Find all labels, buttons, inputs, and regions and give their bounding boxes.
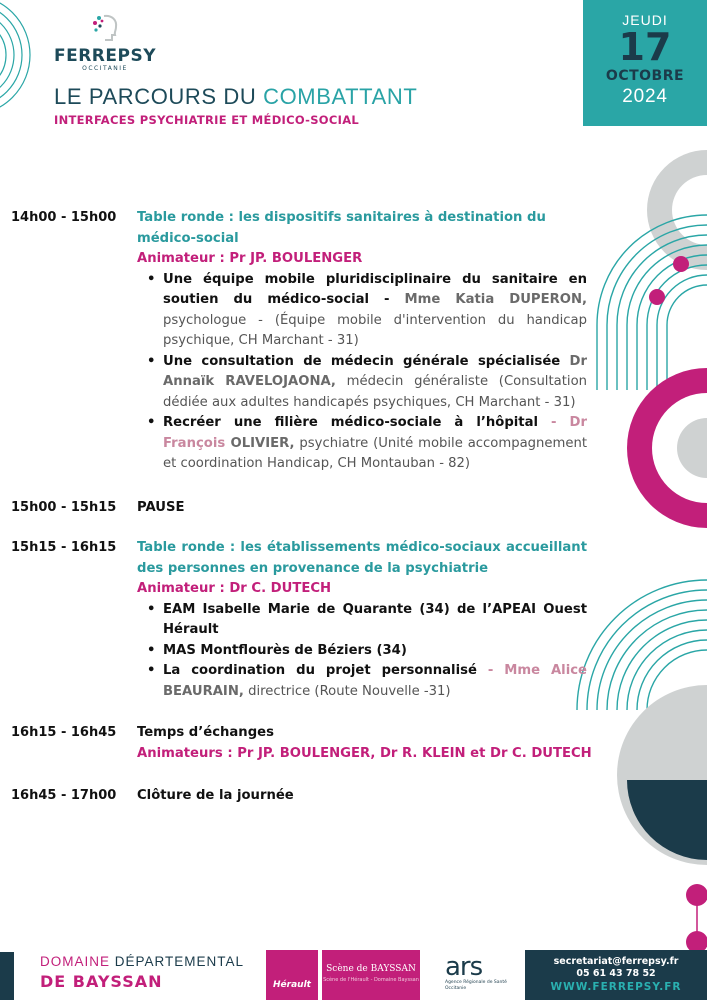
item-title: Une consultation de médecin générale spécialisée (163, 353, 570, 369)
date-year: 2024 (622, 86, 668, 107)
item-detail: directrice (Route Nouvelle -31) (243, 683, 451, 699)
date-day: JEUDI (622, 12, 668, 28)
date-month: OCTOBRE (605, 68, 685, 84)
logo-name: FERREPSY (53, 46, 157, 66)
item-title: MAS Montflourès de Béziers (34) (163, 642, 407, 658)
title-part1: LE PARCOURS DU (54, 84, 264, 109)
slot-title: Temps d’échanges (137, 725, 274, 740)
slot-title: Clôture de la journée (137, 788, 294, 803)
domaine-line1 (40, 954, 244, 969)
contact-box (525, 950, 707, 1000)
item-speaker: OLIVIER, (225, 435, 295, 451)
slot-content (137, 538, 587, 702)
item-speaker: BEAURAIN, (163, 683, 244, 699)
list-item (147, 413, 587, 475)
date-number: 17 (618, 25, 672, 69)
slot-animator: Animateur : Dr C. DUTECH (137, 581, 332, 596)
item-detail: psychiatre (Unité mobile accompagnement et coordination Handicap, CH Montauban - 82) (163, 435, 587, 471)
page-title (54, 84, 417, 110)
item-title: Une équipe mobile pluridisciplinaire du sanitaire en soutien du médico-social - (163, 271, 587, 307)
item-speaker: Mme Katia DUPERON, (389, 292, 587, 307)
list-item (147, 352, 587, 414)
slot-animator: Animateurs : Pr JP. BOULENGER, Dr R. KLEIN et Dr C. DUTECH (137, 745, 592, 761)
ars-logo-sub: Agence Régionale de Santé Occitanie (445, 980, 507, 991)
brain-logo-icon (90, 12, 120, 44)
item-speaker: Dr Annaïk RAVELOJAONA, (163, 353, 587, 389)
slot-content (137, 498, 587, 519)
item-speaker-prefix: - Dr François (163, 415, 587, 451)
slot-items (147, 270, 587, 475)
domaine-word2: DÉPARTEMENTAL (114, 954, 245, 969)
slot-time: 15h00 - 15h15 (11, 500, 117, 515)
date-box (583, 0, 707, 126)
bayssan-logo (322, 950, 420, 1000)
bayssan-logo-text: Scène de BAYSSAN (326, 964, 416, 974)
slot-content (137, 208, 587, 475)
item-detail: psychologue - (Équipe mobile d'intervention du handicap psychique, CH Marchant - 31) (163, 312, 587, 348)
list-item (147, 600, 587, 641)
list-item (147, 270, 587, 352)
slot-content (137, 723, 592, 764)
slot-title: Table ronde : les établissements médico-sociaux accueillant des personnes en provenance de la psychiatrie (137, 540, 587, 576)
title-part2: COMBATTANT (263, 84, 418, 109)
slot-time: 16h45 - 17h00 (11, 788, 117, 803)
contact-phone: 05 61 43 78 52 (576, 968, 656, 979)
slot-items (147, 600, 587, 703)
logo-sub: OCCITANIE (82, 65, 128, 72)
list-item (147, 661, 587, 702)
contact-email[interactable]: secretariat@ferrepsy.fr (553, 956, 679, 967)
domaine-word1: DOMAINE (40, 954, 115, 969)
contact-website[interactable]: WWW.FERREPSY.FR (550, 981, 682, 993)
domaine-line2: DE BAYSSAN (40, 972, 163, 991)
list-item (147, 641, 587, 662)
footer-bar (0, 952, 14, 1000)
item-title: La coordination du projet personnalisé (163, 663, 477, 678)
slot-time: 14h00 - 15h00 (11, 210, 117, 225)
ferrepsy-logo (50, 12, 160, 72)
item-title: EAM Isabelle Marie de Quarante (34) de l’APEAI Ouest Hérault (163, 601, 587, 637)
item-detail: médecin généraliste (Consultation dédiée aux adultes handicapés psychiques, CH Marchant - 31) (163, 374, 587, 410)
slot-title: PAUSE (137, 500, 185, 515)
slot-time: 16h15 - 16h45 (11, 725, 117, 740)
footer (0, 942, 707, 1000)
slot-time: 15h15 - 16h15 (11, 540, 117, 555)
ars-logo (445, 954, 515, 992)
herault-logo: Hérault (266, 950, 318, 1000)
item-speaker-prefix: - Mme Alice (476, 663, 587, 678)
slot-content (137, 786, 587, 807)
item-title: Recréer une filière médico-sociale à l’hôpital (163, 415, 539, 430)
page-subtitle: INTERFACES PSYCHIATRIE ET MÉDICO-SOCIAL (54, 113, 360, 127)
decorative-graphics-right (567, 150, 707, 960)
ars-logo-text: ars (445, 952, 483, 982)
slot-title: Table ronde : les dispositifs sanitaires à destination du médico-social (137, 210, 546, 246)
slot-animator: Animateur : Pr JP. BOULENGER (137, 251, 363, 266)
bayssan-logo-sub: Scène de l'Hérault - Domaine Bayssan (323, 977, 419, 983)
